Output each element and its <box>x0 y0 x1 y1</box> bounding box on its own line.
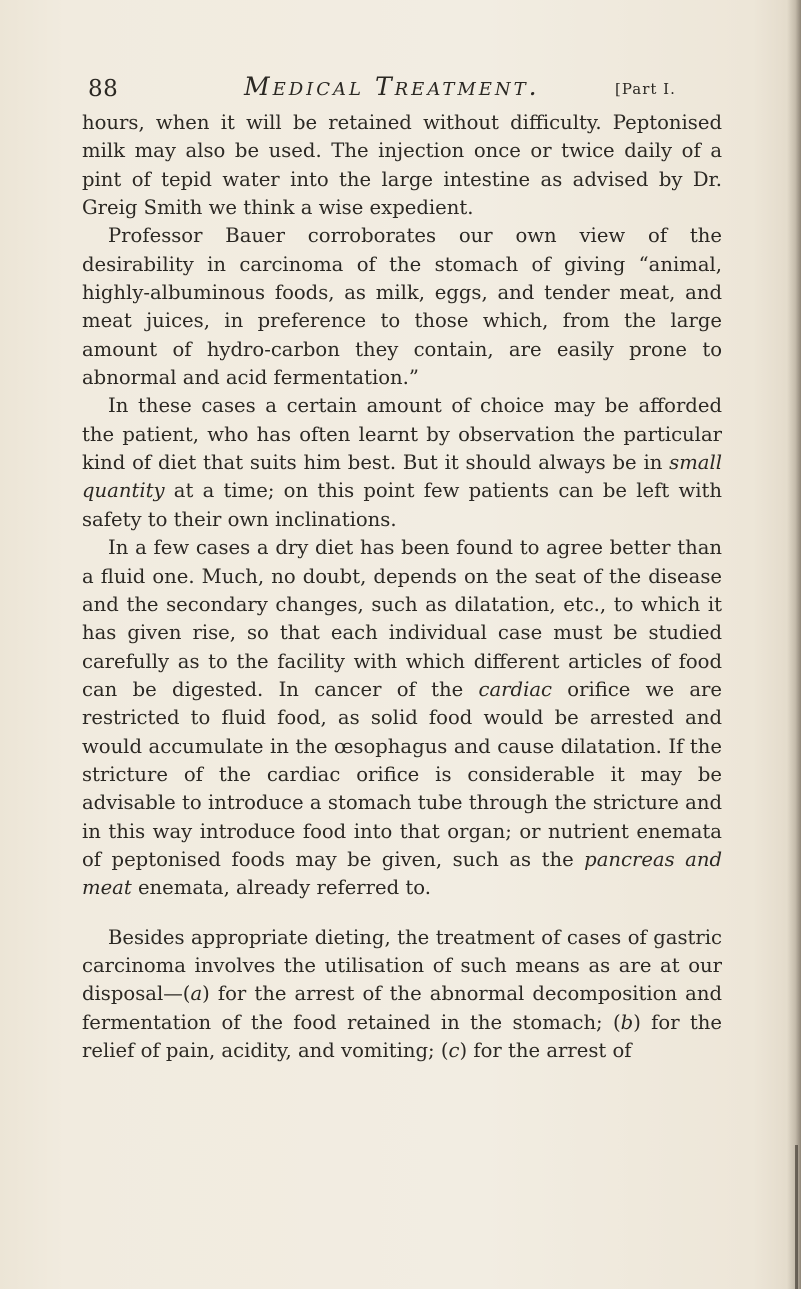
running-header <box>76 68 736 108</box>
emphasis-cardiac: cardiac <box>478 677 552 701</box>
page-number: 88 <box>88 76 119 102</box>
emphasis-pancreas-meat: pancreas and meat <box>82 847 722 900</box>
part-label: [Part I. <box>615 80 676 98</box>
paragraph-bauer: Professor Bauer corroborates our own view of the desirability in carcinoma of the stomach of giving “animal, highly-albuminous foods, as milk, eggs, and tender meat, and meat juices, in preference to those which, from the large amount of hydro-carbon they contain, are easily prone to abnormal and acid fermentation.” <box>82 224 722 390</box>
paragraph-treatment: Besides appropriate dieting, the treatment of cases of gastric carcinoma involves the utilisation of such means as are at our disposal—(a) for the arrest of the abnormal decomposition and fermentation of the food retained in the stomach; (b) for the relief of pain, acidity, and vomiting; (c) for the arrest of <box>82 925 722 1062</box>
body-text <box>82 109 722 1065</box>
binding-edge <box>795 1145 798 1289</box>
paragraph-continuation: hours, when it will be retained without difficulty. Peptonised milk may also be used. The injection once or twice daily of a pint of tepid water into the large intestine as advised by Dr. Greig Smith we think a wise expedient. <box>82 111 722 220</box>
paragraph-dry-diet: In a few cases a dry diet has been found to agree better than a fluid one. Much, no doubt, depends on the seat of the disease and the secondary changes, such as dilatation, etc., to which it has given rise, so that each individual case must be studied carefully as to the facility with which different articles of food can be digested. In cancer of the cardiac orifice we are restricted to fluid food, as solid food would be arrested and would accumulate in the œsophagus and cause dilatation. If the stricture of the cardiac orifice is considerable it may be advisable to introduce a stomach tube through the stricture and in this way introduce food into that organ; or nutrient enemata of peptonised foods may be given, such as the pancreas and meat enemata, already referred to. <box>82 536 722 900</box>
page-edge-shadow <box>787 0 801 1289</box>
paragraph-choice: In these cases a certain amount of choice may be afforded the patient, who has often learnt by observation the particular kind of diet that suits him best. But it should always be in small quantity at a time; on this point few patients can be left with safety to their own inclinations. <box>82 394 722 531</box>
running-title: Medical Treatment. <box>244 72 540 101</box>
emphasis-small-quantity: small quantity <box>82 451 722 503</box>
